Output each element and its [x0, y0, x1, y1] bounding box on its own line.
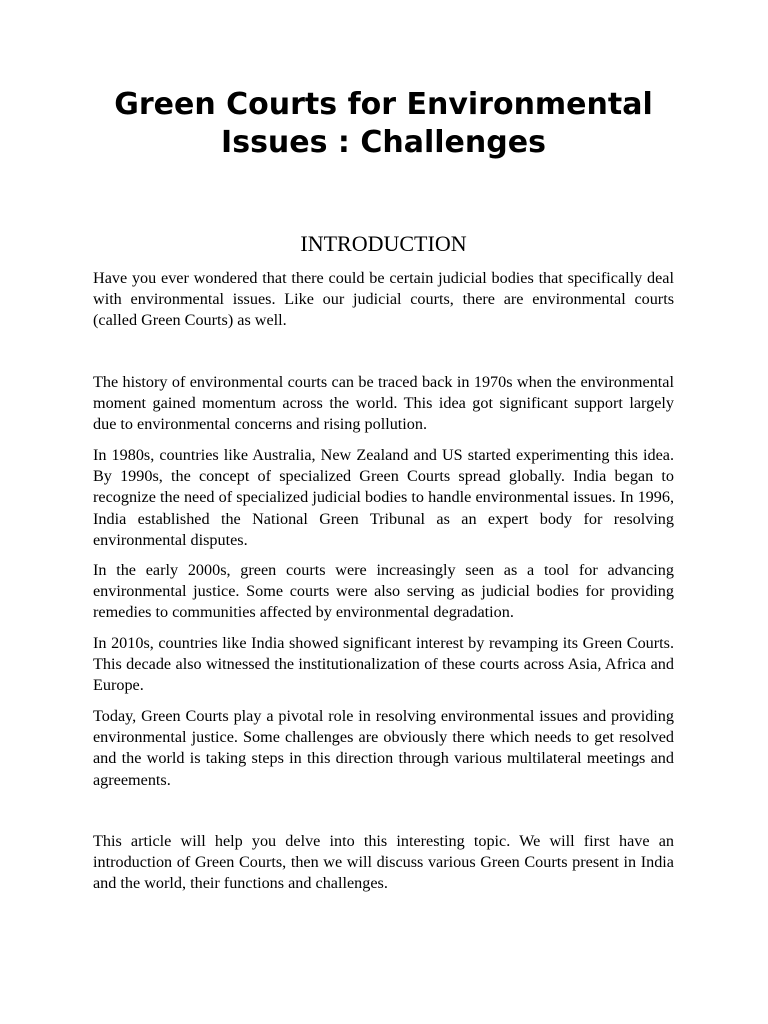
- paragraph: In the early 2000s, green courts were increasingly seen as a tool for advancing environmental justice. Some courts were also serving as judicial bodies for providing remedies to communities affected by environmental degradation.: [93, 561, 674, 622]
- paragraph: In 2010s, countries like India showed significant interest by revamping its Green Courts. This decade also witnessed the institutionalization of these courts across Asia, Africa and Europe.: [93, 634, 674, 695]
- paragraph: The history of environmental courts can be traced back in 1970s when the environmental moment gained momentum across the world. This idea got significant support largely due to environmental concerns and rising pollution.: [93, 373, 674, 434]
- paragraph: In 1980s, countries like Australia, New Zealand and US started experimenting this idea. By 1990s, the concept of specialized Green Courts spread globally. India began to recognize the need of specialized judicial bodies to handle environmental issues. In 1996, India established the National Green Tribunal as an expert body for resolving environmental disputes.: [93, 446, 674, 549]
- section-heading: INTRODUCTION: [300, 231, 467, 256]
- paragraph: Today, Green Courts play a pivotal role in resolving environmental issues and providing environmental justice. Some challenges are obviously there which needs to get resolved and the world is taking steps in this direction through various multilateral meetings and agreements.: [93, 707, 674, 789]
- paragraph: Have you ever wondered that there could be certain judicial bodies that specifically deal with environmental issues. Like our judicial courts, there are environmental courts (called Green Courts) as well.: [93, 269, 674, 330]
- document-title: Green Courts for Environmental Issues : Challenges: [114, 87, 653, 160]
- paragraph: This article will help you delve into this interesting topic. We will first have an introduction of Green Courts, then we will discuss various Green Courts present in India and the world, their functions and challenges.: [93, 832, 674, 893]
